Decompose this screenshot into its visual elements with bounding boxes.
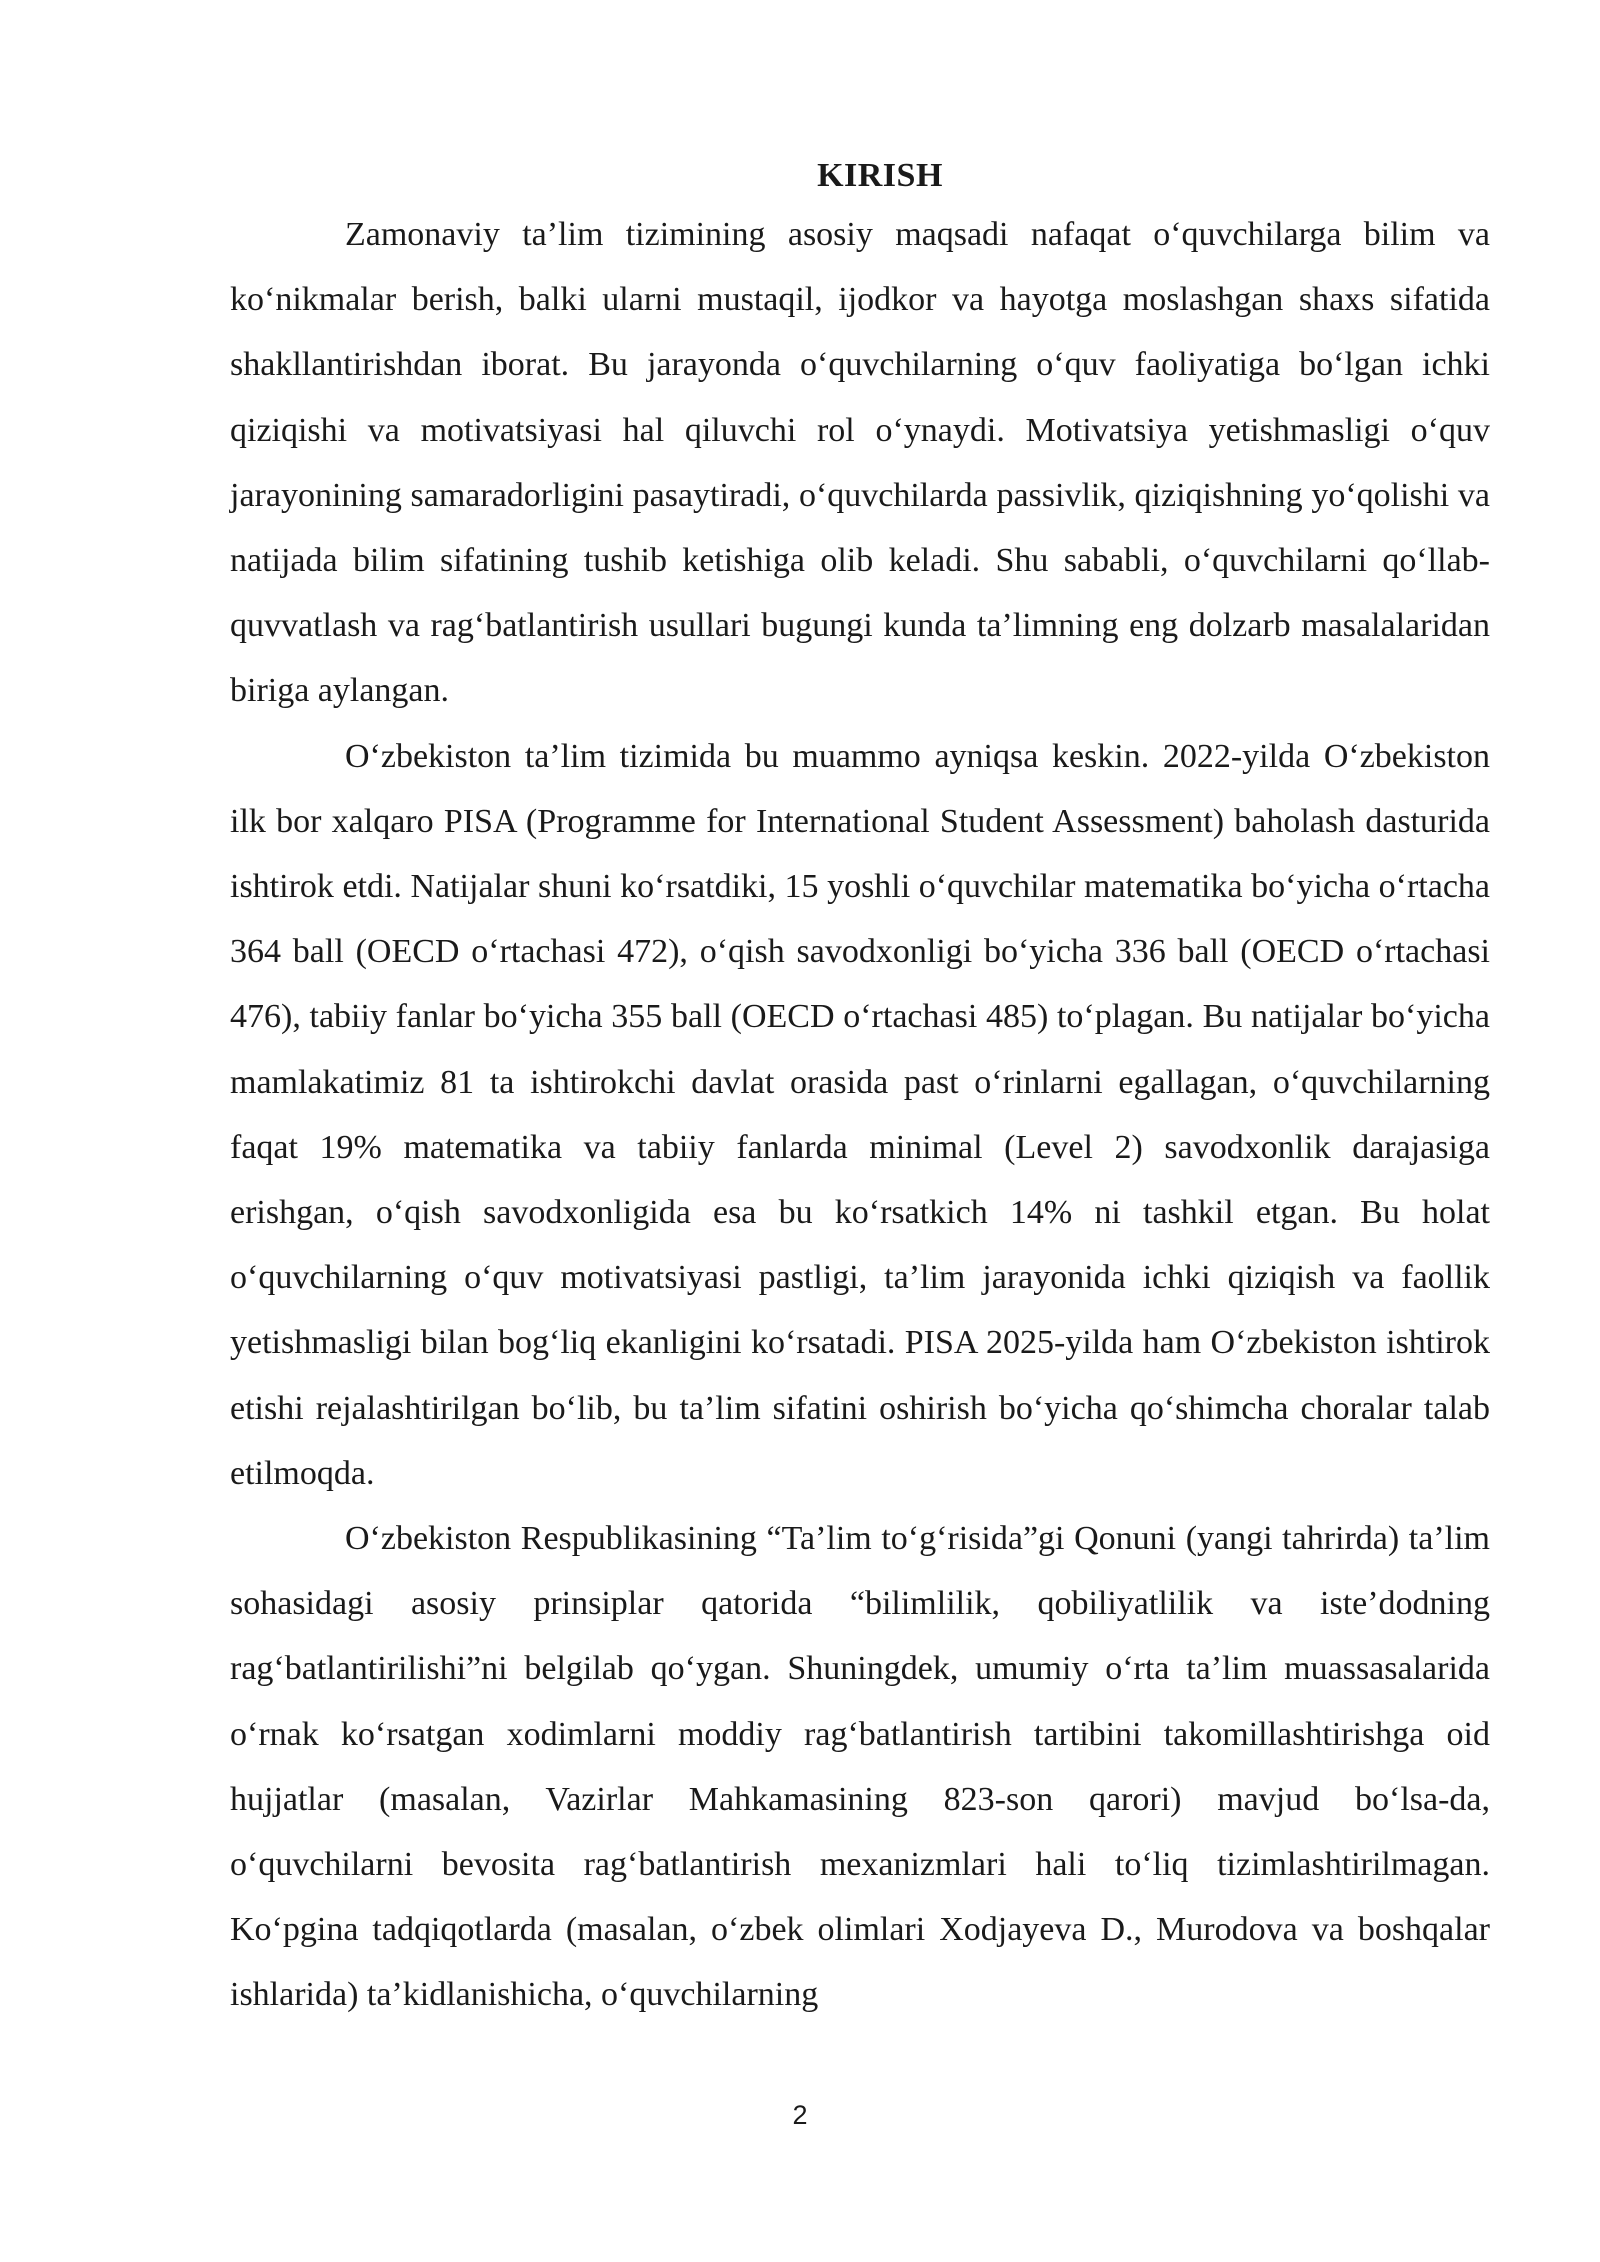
paragraph-3: O‘zbekiston Respublikasining “Ta’lim to‘g‘risida”gi Qonuni (yangi tahrirda) ta’lim sohasidagi asosiy prinsiplar qatorida “bilimlilik, qobiliyatlilik va iste’dodning rag‘batlantirilishi”ni belgilab qo‘ygan. Shuningdek, umumiy o‘rta ta’lim muassasalarida o‘rnak ko‘rsatgan xodimlarni moddiy rag‘batlantirish tartibini takomillashtirishga oid hujjatlar (masalan, Vazirlar Mahkamasining 823-son qarori) mavjud bo‘lsa-da, o‘quvchilarni bevosita rag‘batlantirish mexanizmlari hali to‘liq tizimlashtirilmagan. Ko‘pgina tadqiqotlarda (masalan, o‘zbek olimlari Xodjayeva D., Murodova va boshqalar ishlarida) ta’kidlanishicha, o‘quvchilarning <box>230 1520 1490 2014</box>
page-number: 2 <box>792 2100 808 2130</box>
page-content <box>230 150 1490 2028</box>
paragraph-1: Zamonaviy ta’lim tizimining asosiy maqsadi nafaqat o‘quvchilarga bilim va ko‘nikmalar berish, balki ularni mustaqil, ijodkor va hayotga moslashgan shaxs sifatida shakllantirishdan iborat. Bu jarayonda o‘quvchilarning o‘quv faoliyatiga bo‘lgan ichki qiziqishi va motivatsiyasi hal qiluvchi rol o‘ynaydi. Motivatsiya yetishmasligi o‘quv jarayonining samaradorligini pasaytiradi, o‘quvchilarda passivlik, qiziqishning yo‘qolishi va natijada bilim sifatining tushib ketishiga olib keladi. Shu sababli, o‘quvchilarni qo‘llab-quvvatlash va rag‘batlantirish usullari bugungi kunda ta’limning eng dolzarb masalalaridan biriga aylangan. <box>230 216 1490 710</box>
section-heading: KIRISH <box>817 157 943 194</box>
paragraph-2: O‘zbekiston ta’lim tizimida bu muammo ayniqsa keskin. 2022-yilda O‘zbekiston ilk bor xalqaro PISA (Programme for International Student Assessment) baholash dasturida ishtirok etdi. Natijalar shuni ko‘rsatdiki, 15 yoshli o‘quvchilar matematika bo‘yicha o‘rtacha 364 ball (OECD o‘rtachasi 472), o‘qish savodxonligi bo‘yicha 336 ball (OECD o‘rtachasi 476), tabiiy fanlar bo‘yicha 355 ball (OECD o‘rtachasi 485) to‘plagan. Bu natijalar bo‘yicha mamlakatimiz 81 ta ishtirokchi davlat orasida past o‘rinlarni egallagan, o‘quvchilarning faqat 19% matematika va tabiiy fanlarda minimal (Level 2) savodxonlik darajasiga erishgan, o‘qish savodxonligida esa bu ko‘rsatkich 14% ni tashkil etgan. Bu holat o‘quvchilarning o‘quv motivatsiyasi pastligi, ta’lim jarayonida ichki qiziqish va faollik yetishmasligi bilan bog‘liq ekanligini ko‘rsatadi. PISA 2025-yilda ham O‘zbekiston ishtirok etishi rejalashtirilgan bo‘lib, bu ta’lim sifatini oshirish bo‘yicha qo‘shimcha choralar talab etilmoqda. <box>230 737 1490 1492</box>
